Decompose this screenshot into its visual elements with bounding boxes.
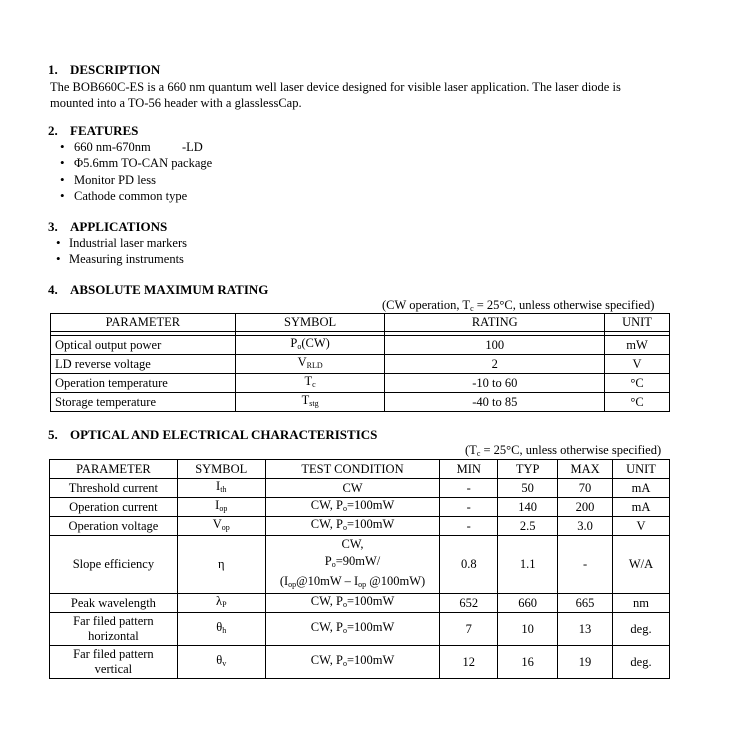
table-row: Operation current $I_{op}$ CW, $P_o=100mW$ - 140 200 mA bbox=[50, 498, 670, 517]
section-4-heading: 4. ABSOLUTE MAXIMUM RATING bbox=[48, 282, 269, 297]
table-row: Threshold current $I_{th}$ CW - 50 70 mA bbox=[50, 479, 670, 498]
condition-cell: CW, $P_o=100mW$ bbox=[265, 498, 440, 517]
table-row: Peak wavelength $\lambda_P$ CW, $P_o=100mW$ 652 660 665 nm bbox=[50, 594, 670, 613]
list-item: • 660 nm-670nm -LD bbox=[52, 139, 212, 155]
condition-cell: CW, $P_o=100mW$ bbox=[265, 646, 440, 679]
header-cell: UNIT bbox=[605, 314, 670, 332]
symbol-cell: $I_{op}$ bbox=[177, 498, 265, 517]
symbol-cell: $\theta_h$ bbox=[177, 613, 265, 646]
optical-table bbox=[49, 459, 670, 679]
symbol-cell: $\theta_v$ bbox=[177, 646, 265, 679]
header-cell: TEST CONDITION bbox=[265, 460, 440, 479]
table-header-row bbox=[50, 460, 670, 479]
table-row: Far filed pattern horizontal $\theta_h$ CW, $P_o=100mW$ 7 10 13 deg. bbox=[50, 613, 670, 646]
list-item: • Φ5.6mm TO-CAN package bbox=[52, 155, 212, 171]
condition-cell: CW, $P_o=100mW$ bbox=[265, 517, 440, 536]
header-cell: SYMBOL bbox=[235, 314, 385, 332]
abs-max-table bbox=[50, 313, 670, 412]
symbol-cell: $I_{th}$ bbox=[177, 479, 265, 498]
section-1-heading: 1. DESCRIPTION bbox=[48, 62, 161, 77]
table-row: Operation voltage $V_{op}$ CW, $P_o=100mW$ - 2.5 3.0 V bbox=[50, 517, 670, 536]
section-3-heading: 3. APPLICATIONS bbox=[48, 219, 168, 234]
header-cell: UNIT bbox=[613, 460, 670, 479]
table-row: Slope efficiency η CW, $P_o=90mW/$ ($I_{op}@10mW - I_{op}$ @100mW) 0.8 1.1 - W/A bbox=[50, 536, 670, 594]
description-line-2: mounted into a TO-56 header with a glasslessCap. bbox=[50, 96, 302, 110]
symbol-cell: $V_{op}$ bbox=[177, 517, 265, 536]
description-line-1: The BOB660C-ES is a 660 nm quantum well laser device designed for visible laser application. The laser diode is bbox=[50, 80, 621, 94]
header-cell: SYMBOL bbox=[177, 460, 265, 479]
symbol-cell: $\lambda_P$ bbox=[177, 594, 265, 613]
list-item: • Monitor PD less bbox=[52, 172, 212, 188]
table-row: LD reverse voltage $V_{RLD}$ 2 V bbox=[51, 355, 670, 374]
features-list bbox=[52, 139, 212, 204]
condition-cell: CW, $P_o=100mW$ bbox=[265, 613, 440, 646]
symbol-cell: $V_{RLD}$ bbox=[235, 355, 385, 374]
table-header-row bbox=[51, 314, 670, 332]
list-item: • Measuring instruments bbox=[51, 251, 187, 267]
header-cell: RATING bbox=[385, 314, 605, 332]
optical-note: ($T_c = 25^\circ C$, unless otherwise specified) bbox=[465, 443, 662, 458]
section-2-heading: 2. FEATURES bbox=[48, 123, 139, 138]
header-cell: PARAMETER bbox=[50, 460, 178, 479]
header-cell: MIN bbox=[440, 460, 498, 479]
symbol-cell: $T_{stg}$ bbox=[235, 393, 385, 412]
condition-cell: CW, $P_o=100mW$ bbox=[265, 594, 440, 613]
header-cell: PARAMETER bbox=[51, 314, 236, 332]
condition-cell: CW, $P_o=90mW/$ ($I_{op}@10mW - I_{op}$ @100mW) bbox=[265, 536, 440, 594]
symbol-cell: $T_c$ bbox=[235, 374, 385, 393]
section-5-heading: 5. OPTICAL AND ELECTRICAL CHARACTERISTICS bbox=[48, 427, 378, 442]
list-item: • Industrial laser markers bbox=[51, 235, 187, 251]
header-cell: MAX bbox=[558, 460, 613, 479]
header-cell: TYP bbox=[498, 460, 558, 479]
list-item: • Cathode common type bbox=[52, 188, 212, 204]
abs-max-note: (CW operation, $T_c = 25^\circ C$, unless otherwise specified) bbox=[382, 298, 655, 313]
description-text bbox=[50, 79, 690, 111]
table-row: Storage temperature $T_{stg}$ -40 to 85 °C bbox=[51, 393, 670, 412]
applications-list bbox=[51, 235, 187, 268]
table-row: Optical output power $P_o(CW)$ 100 mW bbox=[51, 336, 670, 355]
table-row: Far filed pattern vertical $\theta_v$ CW, $P_o=100mW$ 12 16 19 deg. bbox=[50, 646, 670, 679]
symbol-cell: $P_o(CW)$ bbox=[235, 336, 385, 355]
table-row: Operation temperature $T_c$ -10 to 60 °C bbox=[51, 374, 670, 393]
